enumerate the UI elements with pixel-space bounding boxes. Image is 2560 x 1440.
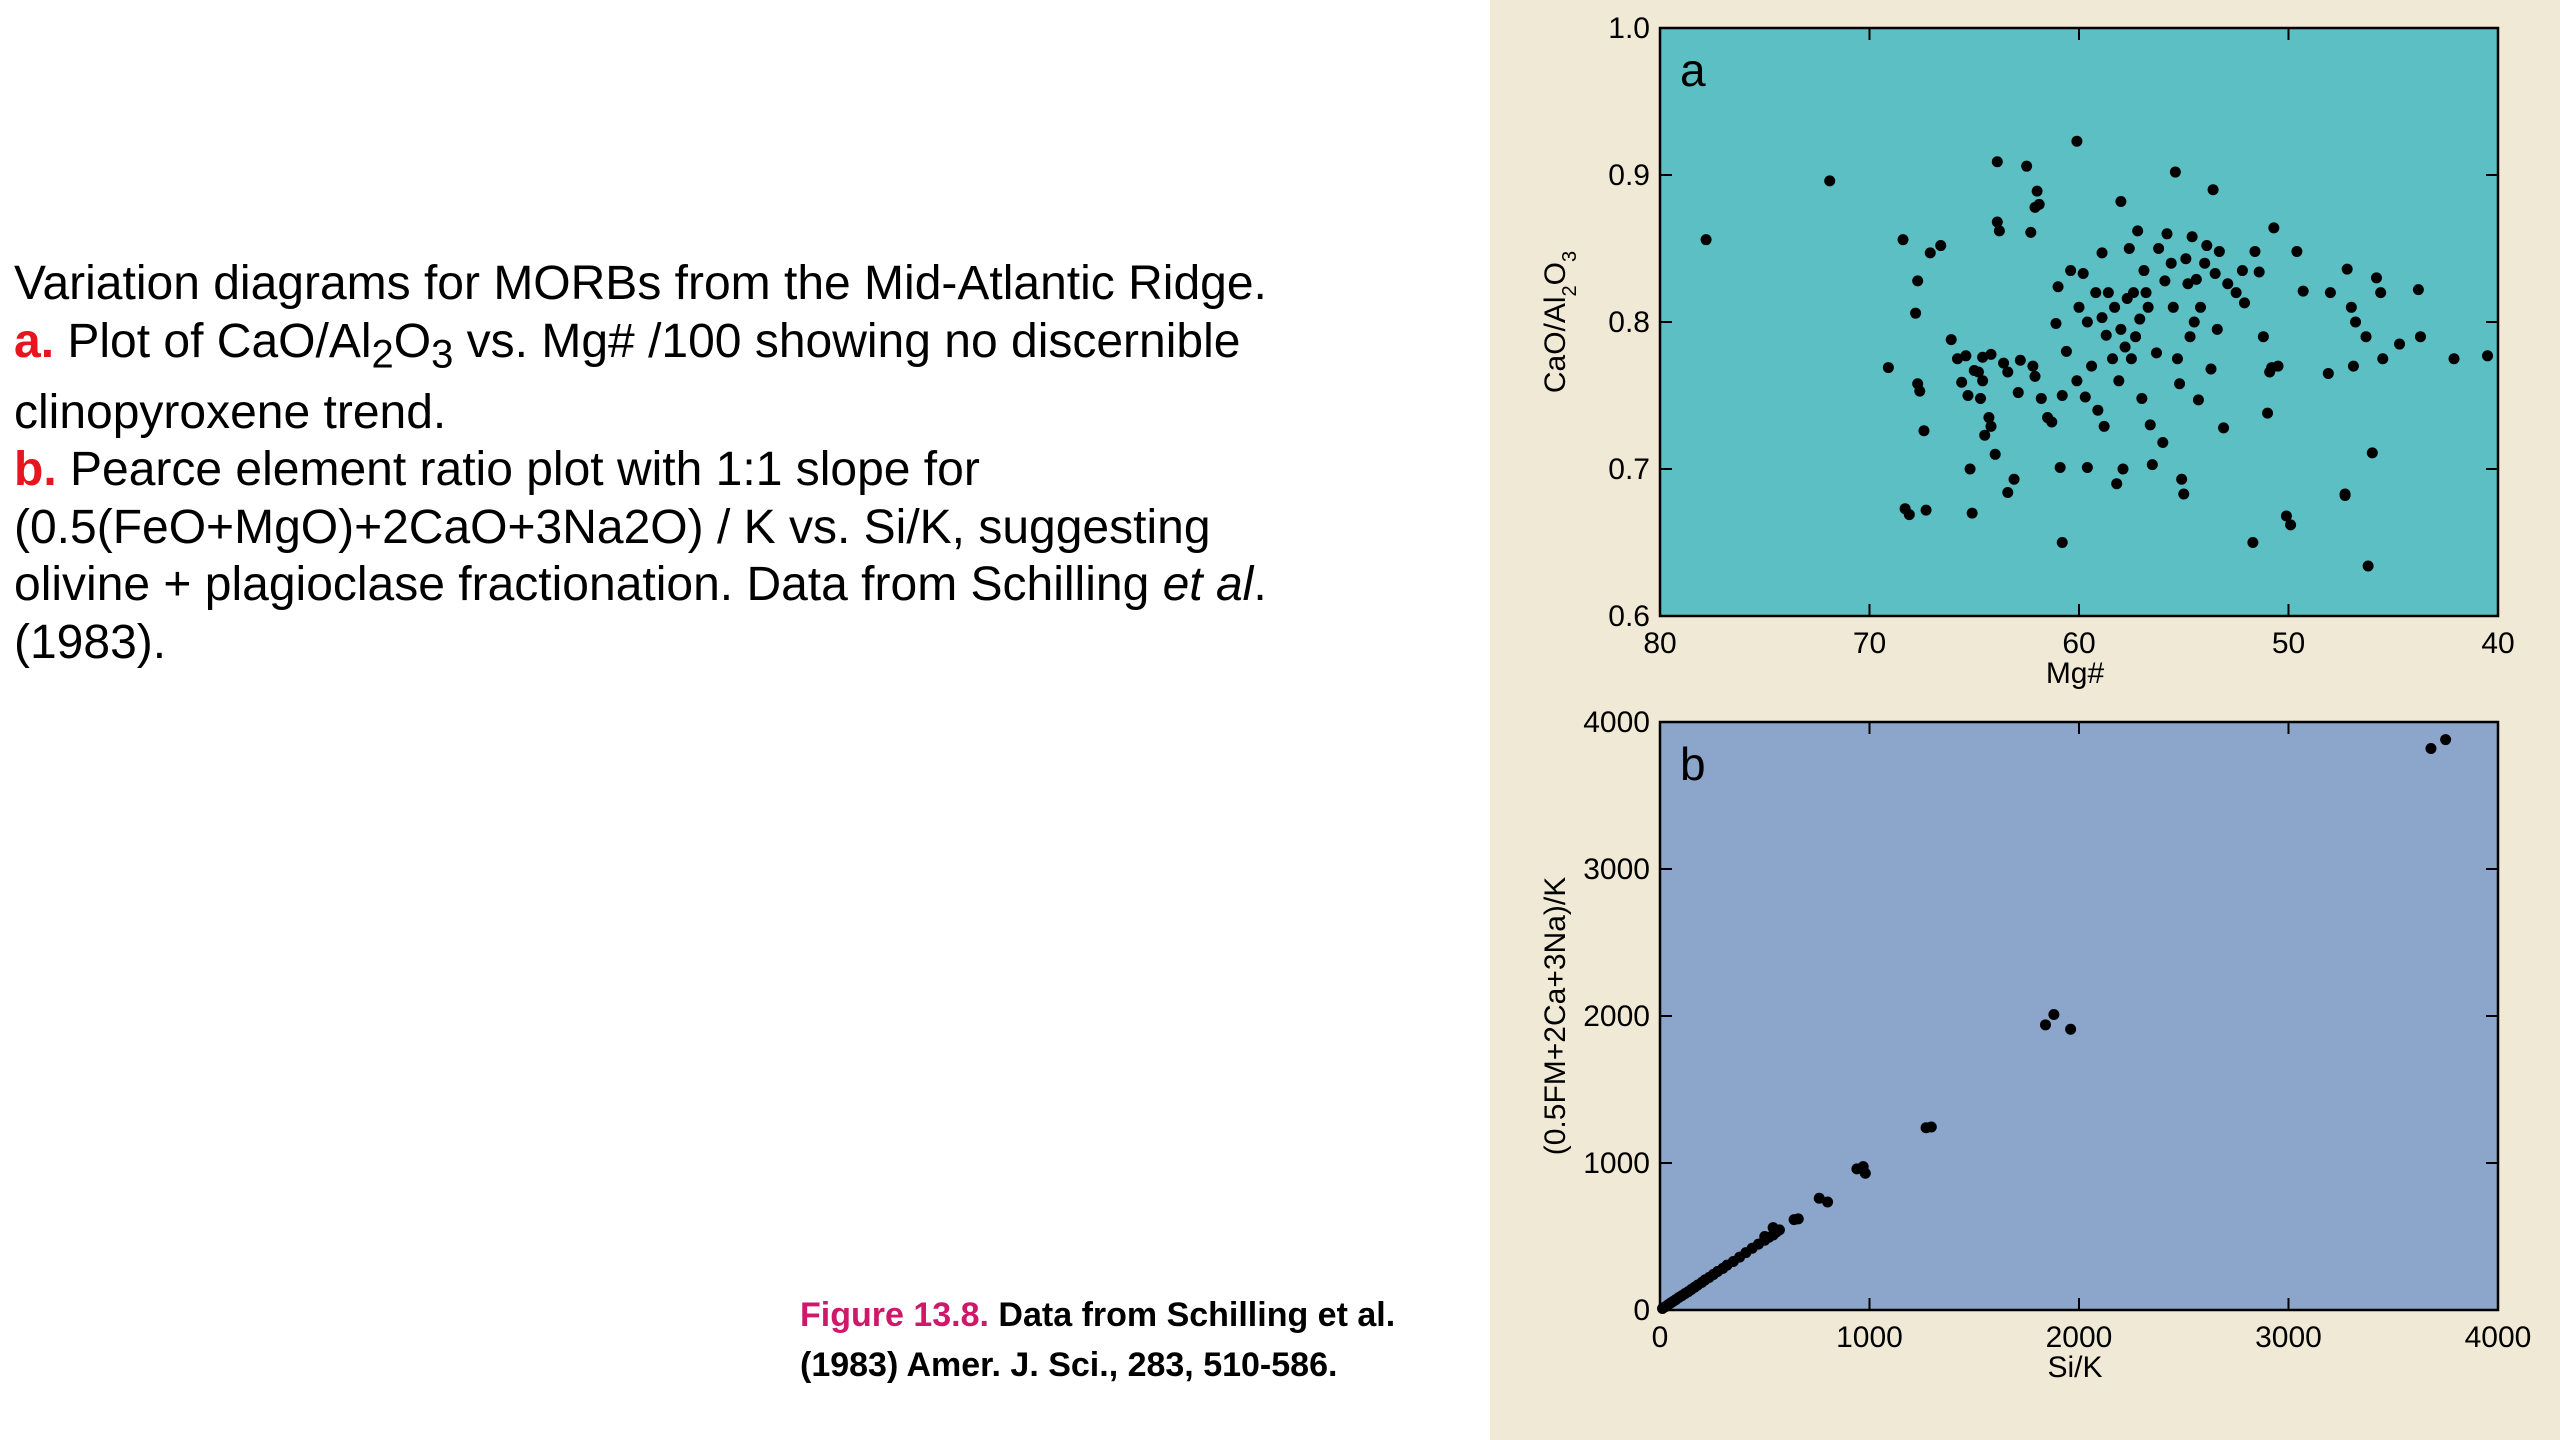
data-point-a: [1979, 430, 1990, 441]
data-point-a: [2078, 268, 2089, 279]
x-tick-label-b: 0: [1651, 1321, 1669, 1354]
data-point-a: [2109, 302, 2120, 313]
y-tick-label-b: 0: [1633, 1294, 1650, 1327]
data-point-a: [1967, 508, 1978, 519]
data-point-a: [1994, 225, 2005, 236]
caption-part-b: [14, 441, 1304, 671]
data-point-a: [2090, 287, 2101, 298]
data-point-a: [2082, 462, 2093, 473]
data-point-a: [2065, 265, 2076, 276]
data-point-a: [1935, 240, 1946, 251]
data-point-a: [2053, 281, 2064, 292]
data-point-b: [2048, 1009, 2059, 1020]
y-tick-label-a: 0.6: [1608, 600, 1650, 633]
data-point-a: [1910, 308, 1921, 319]
data-point-a: [2113, 375, 2124, 386]
data-point-a: [2050, 318, 2061, 329]
data-point-a: [2101, 330, 2112, 341]
data-point-a: [2298, 286, 2309, 297]
caption-b-label: b.: [14, 443, 57, 497]
data-point-a: [2273, 361, 2284, 372]
data-point-a: [2134, 314, 2145, 325]
data-point-a: [2258, 331, 2269, 342]
data-point-b: [2440, 734, 2451, 745]
data-point-a: [2126, 353, 2137, 364]
data-point-a: [2482, 350, 2493, 361]
data-point-a: [2168, 302, 2179, 313]
data-point-a: [2002, 487, 2013, 498]
data-point-a: [2323, 368, 2334, 379]
caption-a-sub-1: 2: [371, 332, 394, 377]
data-point-a: [1990, 449, 2001, 460]
data-point-a: [2350, 317, 2361, 328]
data-point-a: [2057, 537, 2068, 548]
data-point-a: [2071, 136, 2082, 147]
y-tick-label-b: 1000: [1583, 1147, 1650, 1180]
data-point-a: [2099, 421, 2110, 432]
x-axis-label-b: Si/K: [2047, 1351, 2103, 1384]
data-point-a: [2161, 228, 2172, 239]
data-point-a: [2247, 537, 2258, 548]
data-point-a: [1925, 247, 1936, 258]
data-point-a: [2132, 225, 2143, 236]
data-point-a: [2136, 393, 2147, 404]
x-tick-label-a: 40: [2481, 627, 2515, 660]
x-axis-label-a: Mg#: [2045, 657, 2105, 690]
data-point-a: [2138, 265, 2149, 276]
data-point-a: [1965, 464, 1976, 475]
data-point-a: [2046, 416, 2057, 427]
data-point-a: [1975, 393, 1986, 404]
data-point-a: [1992, 156, 2003, 167]
data-point-a: [2189, 317, 2200, 328]
data-point-a: [1914, 386, 1925, 397]
data-point-a: [2262, 408, 2273, 419]
data-point-a: [2128, 287, 2139, 298]
data-point-a: [2212, 324, 2223, 335]
data-point-a: [2097, 312, 2108, 323]
data-point-a: [2342, 264, 2353, 275]
data-point-a: [2143, 302, 2154, 313]
x-tick-label-b: 4000: [2464, 1321, 2532, 1354]
data-point-a: [2115, 196, 2126, 207]
data-point-a: [2415, 331, 2426, 342]
data-point-a: [2348, 361, 2359, 372]
x-tick-label-b: 1000: [1836, 1321, 1903, 1354]
data-point-a: [2092, 405, 2103, 416]
data-point-a: [2210, 268, 2221, 279]
data-point-b: [2425, 743, 2436, 754]
data-point-a: [1986, 349, 1997, 360]
data-point-a: [2002, 366, 2013, 377]
data-point-a: [2214, 246, 2225, 257]
data-point-a: [1904, 509, 1915, 520]
data-point-a: [2187, 231, 2198, 242]
caption-part-a: [14, 313, 1304, 442]
data-point-a: [2103, 287, 2114, 298]
data-point-a: [2157, 437, 2168, 448]
data-point-a: [2375, 287, 2386, 298]
data-point-a: [2009, 474, 2020, 485]
data-point-a: [2205, 364, 2216, 375]
x-tick-label-a: 50: [2271, 627, 2306, 660]
data-point-a: [2191, 274, 2202, 285]
data-point-b: [2040, 1019, 2051, 1030]
y-tick-label-a: 0.9: [1608, 159, 1650, 192]
data-point-a: [2222, 278, 2233, 289]
data-point-b: [1822, 1196, 1833, 1207]
data-point-a: [1883, 362, 1894, 373]
data-point-a: [2061, 346, 2072, 357]
data-point-a: [2151, 347, 2162, 358]
data-point-a: [2117, 464, 2128, 475]
x-tick-label-a: 80: [1643, 627, 1677, 660]
data-point-a: [2377, 353, 2388, 364]
data-point-a: [2180, 253, 2191, 264]
data-point-a: [2111, 478, 2122, 489]
panel-label-b: b: [1680, 738, 1706, 790]
panel-label-a: a: [1680, 44, 1706, 96]
data-point-b: [1793, 1213, 1804, 1224]
data-point-a: [2145, 419, 2156, 430]
data-point-a: [2172, 353, 2183, 364]
data-point-a: [2346, 302, 2357, 313]
data-point-a: [2097, 247, 2108, 258]
data-point-b: [1759, 1231, 1770, 1242]
data-point-a: [1912, 275, 1923, 286]
data-point-a: [2340, 488, 2351, 499]
data-point-a: [1977, 375, 1988, 386]
data-point-a: [2021, 161, 2032, 172]
data-point-a: [2124, 243, 2135, 254]
data-point-b: [1860, 1168, 1871, 1179]
data-point-a: [2153, 243, 2164, 254]
caption-a-text-2: O: [393, 314, 432, 368]
data-point-a: [2025, 227, 2036, 238]
data-point-a: [2199, 258, 2210, 269]
data-point-a: [2249, 246, 2260, 257]
y-tick-label-b: 3000: [1583, 853, 1650, 886]
data-point-a: [2449, 353, 2460, 364]
data-point-a: [2178, 488, 2189, 499]
figure-credit: [800, 1290, 1500, 1390]
data-point-b: [2065, 1024, 2076, 1035]
figure-credit-text: Data from Schilling et al. (1983) Amer. J. Sci., 283, 510-586.: [800, 1296, 1396, 1384]
figure-panel: [1490, 0, 2560, 1440]
data-point-a: [2367, 447, 2378, 458]
data-point-a: [2074, 302, 2085, 313]
data-point-a: [2363, 561, 2374, 572]
data-point-b: [1768, 1222, 1779, 1233]
data-point-a: [2030, 371, 2041, 382]
data-point-a: [1898, 234, 1909, 245]
caption-b-text-end: . (1983).: [14, 558, 1267, 669]
y-tick-label-b: 2000: [1583, 1000, 1650, 1033]
data-point-a: [2141, 287, 2152, 298]
data-point-a: [2195, 302, 2206, 313]
data-point-a: [2120, 341, 2131, 352]
data-point-a: [1921, 505, 1932, 516]
data-point-a: [2071, 375, 2082, 386]
figure-credit-label: Figure 13.8.: [800, 1296, 989, 1334]
y-tick-label-a: 1.0: [1608, 12, 1650, 45]
y-tick-label-a: 0.8: [1608, 306, 1650, 339]
data-point-a: [2036, 393, 2047, 404]
figure-caption: [14, 255, 1304, 671]
data-point-a: [1986, 421, 1997, 432]
data-point-a: [2082, 317, 2093, 328]
data-point-a: [2268, 222, 2279, 233]
x-tick-label-a: 60: [2062, 627, 2096, 660]
data-point-a: [2254, 267, 2265, 278]
plot-area-a: [1660, 28, 2498, 616]
data-point-a: [2176, 474, 2187, 485]
data-point-a: [2201, 240, 2212, 251]
data-point-a: [2413, 284, 2424, 295]
data-point-a: [2166, 258, 2177, 269]
data-point-a: [1918, 425, 1929, 436]
data-point-b: [1926, 1121, 1937, 1132]
data-point-a: [1946, 334, 1957, 345]
data-point-a: [2237, 265, 2248, 276]
y-axis-label-b: (0.5FM+2Ca+3Na)/K: [1539, 876, 1572, 1156]
data-point-a: [2086, 361, 2097, 372]
x-tick-label-b: 3000: [2255, 1321, 2322, 1354]
data-point-a: [2291, 246, 2302, 257]
caption-b-italic: et al: [1162, 558, 1254, 612]
chart-a: [1539, 12, 2515, 690]
caption-a-text-1: Plot of CaO/Al: [67, 314, 372, 368]
data-point-a: [2285, 519, 2296, 530]
data-point-a: [2218, 422, 2229, 433]
data-point-a: [2057, 390, 2068, 401]
caption-b-text: Pearce element ratio plot with 1:1 slope for (0.5(FeO+MgO)+2CaO+3Na2O) / K vs. Si/K, suggesting olivine + plagioclase fractionation. Data from Schilling: [14, 443, 1211, 612]
data-point-a: [2130, 331, 2141, 342]
data-point-a: [2015, 355, 2026, 366]
caption-a-sub-2: 3: [431, 332, 454, 377]
y-tick-label-a: 0.7: [1608, 453, 1650, 486]
data-point-a: [2159, 275, 2170, 286]
caption-a-text-3: vs. Mg# /100 showing no discernible clinopyroxene trend.: [14, 314, 1241, 439]
data-point-a: [2034, 199, 2045, 210]
data-point-a: [2147, 459, 2158, 470]
plot-area-b: [1660, 722, 2498, 1310]
data-point-a: [1956, 377, 1967, 388]
data-point-a: [1960, 350, 1971, 361]
x-tick-label-b: 2000: [2045, 1321, 2113, 1354]
data-point-a: [2080, 391, 2091, 402]
data-point-a: [2193, 394, 2204, 405]
data-point-a: [1701, 234, 1712, 245]
data-point-a: [1824, 175, 1835, 186]
data-point-a: [2027, 361, 2038, 372]
data-point-a: [2107, 353, 2118, 364]
data-point-a: [2032, 186, 2043, 197]
data-point-a: [2174, 378, 2185, 389]
data-point-a: [2115, 324, 2126, 335]
data-point-a: [2013, 387, 2024, 398]
data-point-a: [2231, 287, 2242, 298]
caption-intro: Variation diagrams for MORBs from the Mid-Atlantic Ridge.: [14, 257, 1267, 310]
y-axis-label-a: CaO/$Al_2O_3$: [1539, 250, 1581, 394]
data-point-a: [2239, 297, 2250, 308]
data-point-a: [2325, 287, 2336, 298]
x-tick-label-a: 70: [1852, 627, 1887, 660]
data-point-a: [2371, 272, 2382, 283]
chart-b: [1539, 706, 2531, 1384]
data-point-a: [1962, 390, 1973, 401]
data-point-a: [2055, 462, 2066, 473]
data-point-a: [2361, 331, 2372, 342]
data-point-a: [2170, 167, 2181, 178]
y-tick-label-b: 4000: [1583, 706, 1650, 739]
data-point-a: [2185, 331, 2196, 342]
figure-svg: [1490, 0, 2560, 1440]
caption-a-label: a.: [14, 314, 55, 368]
data-point-a: [2394, 339, 2405, 350]
data-point-a: [2208, 184, 2219, 195]
